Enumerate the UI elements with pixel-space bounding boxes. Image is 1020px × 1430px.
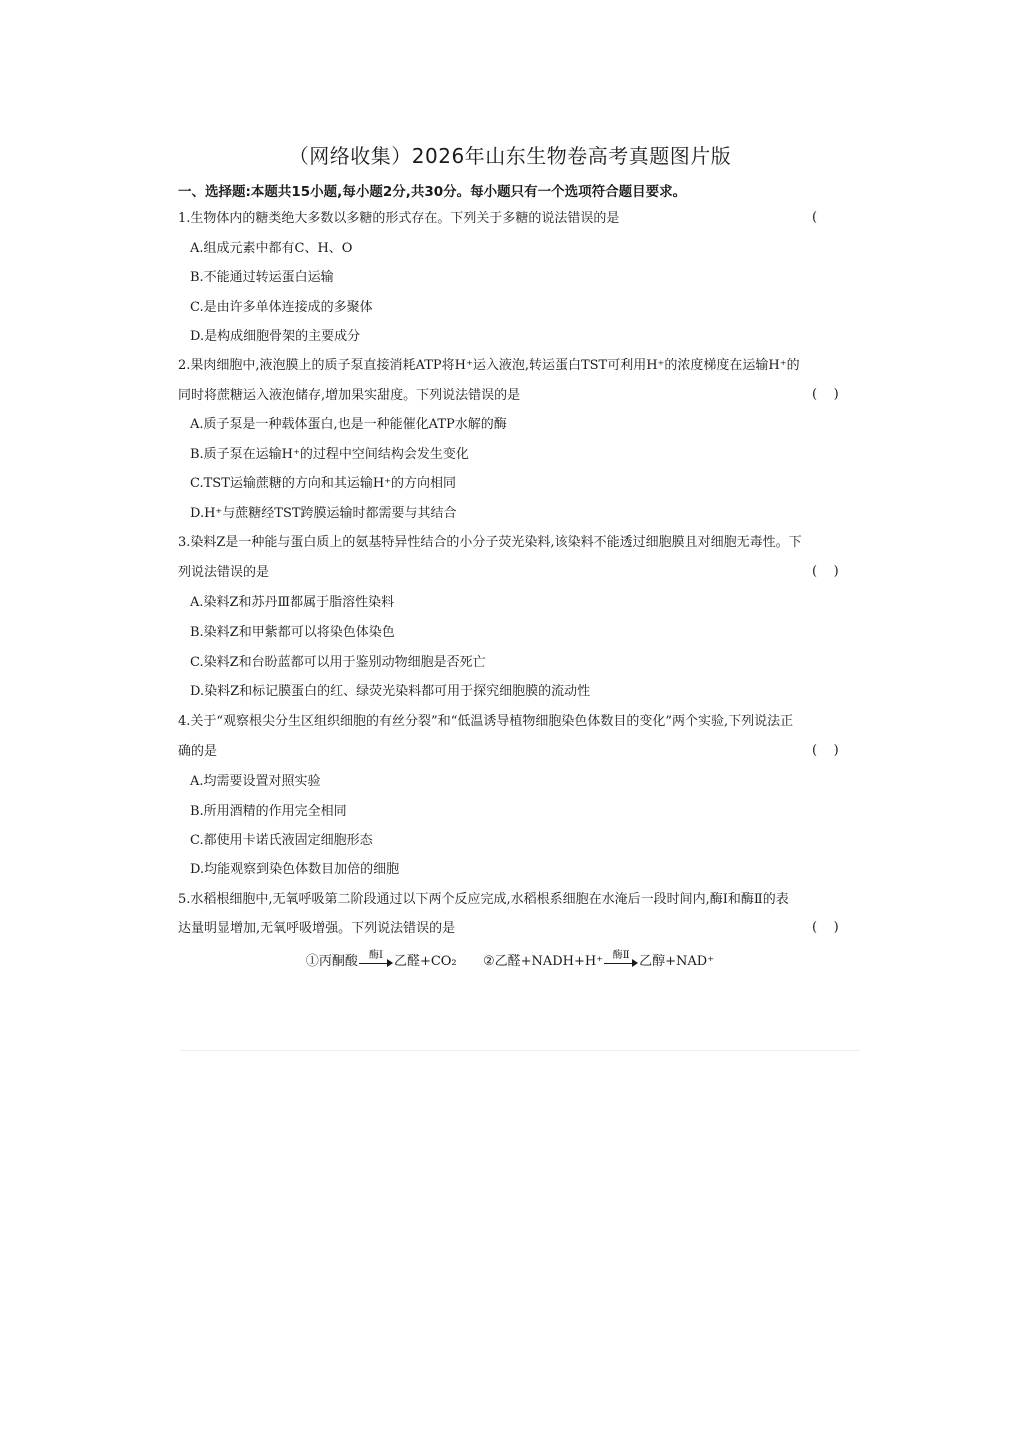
question-4-stem-line-2: 确的是 bbox=[178, 744, 218, 759]
question-1-answer-paren: ( bbox=[812, 210, 818, 225]
question-2-option-a: A.质子泵是一种载体蛋白,也是一种能催化ATP水解的酶 bbox=[190, 417, 507, 432]
question-4-option-d: D.均能观察到染色体数目加倍的细胞 bbox=[190, 862, 400, 877]
question-3-stem-line-1: 3.染料Z是一种能与蛋白质上的氨基特异性结合的小分子荧光染料,该染料不能透过细胞膜且对细胞无毒性。下 bbox=[178, 535, 802, 550]
question-3-option-c: C.染料Z和台盼蓝都可以用于鉴别动物细胞是否死亡 bbox=[190, 655, 486, 670]
question-4-answer-paren: ( ) bbox=[812, 743, 839, 758]
question-4-stem-line-1: 4.关于“观察根尖分生区组织细胞的有丝分裂”和“低温诱导植物细胞染色体数目的变化”两个实验,下列说法正 bbox=[178, 714, 794, 729]
question-3-option-b: B.染料Z和甲紫都可以将染色体染色 bbox=[190, 625, 395, 640]
question-3-stem-line-2: 列说法错误的是 bbox=[178, 565, 270, 580]
question-3-answer-paren: ( ) bbox=[812, 564, 839, 579]
question-5-stem-line-1: 5.水稻根细胞中,无氧呼吸第二阶段通过以下两个反应完成,水稻根系细胞在水淹后一段时间内,酶Ⅰ和酶Ⅱ的表 bbox=[178, 892, 789, 907]
question-4-option-b: B.所用酒精的作用完全相同 bbox=[190, 804, 347, 819]
reaction-1-enzyme-label: 酶Ⅰ bbox=[368, 949, 383, 961]
page-title: （网络收集）2026年山东生物卷高考真题图片版 bbox=[288, 144, 732, 168]
question-3-option-a: A.染料Z和苏丹Ⅲ都属于脂溶性染料 bbox=[190, 595, 395, 610]
question-5-answer-paren: ( ) bbox=[812, 920, 839, 935]
reaction-2-arrow-icon bbox=[604, 949, 638, 969]
section-header: 一、选择题:本题共15小题,每小题2分,共30分。每小题只有一个选项符合题目要求。 bbox=[178, 184, 687, 200]
question-1-option-a: A.组成元素中都有C、H、O bbox=[190, 241, 353, 256]
reaction-1-reactant: ①丙酮酸 bbox=[305, 954, 358, 969]
question-2-stem-line-1: 2.果肉细胞中,液泡膜上的质子泵直接消耗ATP将H⁺运入液泡,转运蛋白TST可利用H⁺的浓度梯度在运输H⁺的 bbox=[178, 358, 800, 373]
question-4-option-a: A.均需要设置对照实验 bbox=[190, 774, 321, 789]
question-2-option-b: B.质子泵在运输H⁺的过程中空间结构会发生变化 bbox=[190, 447, 469, 462]
reaction-1-arrow-icon bbox=[359, 949, 393, 969]
reaction-equations bbox=[0, 950, 1020, 969]
question-2-answer-paren: ( ) bbox=[812, 387, 839, 402]
reaction-2-product: 乙醇+NAD⁺ bbox=[639, 954, 715, 969]
question-1-option-c: C.是由许多单体连接成的多聚体 bbox=[190, 300, 373, 315]
question-5-stem-line-2: 达量明显增加,无氧呼吸增强。下列说法错误的是 bbox=[178, 921, 456, 936]
question-1-option-d: D.是构成细胞骨架的主要成分 bbox=[190, 329, 361, 344]
question-1-option-b: B.不能通过转运蛋白运输 bbox=[190, 270, 334, 285]
reaction-2-reactant: ②乙醛+NADH+H⁺ bbox=[482, 954, 604, 969]
question-2-option-d: D.H⁺与蔗糖经TST跨膜运输时都需要与其结合 bbox=[190, 506, 457, 521]
reaction-2-enzyme-label: 酶Ⅱ bbox=[612, 949, 630, 961]
question-4-option-c: C.都使用卡诺氏液固定细胞形态 bbox=[190, 833, 373, 848]
reaction-1-product: 乙醛+CO₂ bbox=[393, 954, 457, 969]
question-1-stem: 1.生物体内的糖类绝大多数以多糖的形式存在。下列关于多糖的说法错误的是 bbox=[178, 211, 620, 226]
question-3-option-d: D.染料Z和标记膜蛋白的红、绿荧光染料都可用于探究细胞膜的流动性 bbox=[190, 684, 591, 699]
question-2-option-c: C.TST运输蔗糖的方向和其运输H⁺的方向相同 bbox=[190, 476, 457, 491]
faint-divider bbox=[180, 1050, 860, 1051]
question-2-stem-line-2: 同时将蔗糖运入液泡储存,增加果实甜度。下列说法错误的是 bbox=[178, 388, 521, 403]
